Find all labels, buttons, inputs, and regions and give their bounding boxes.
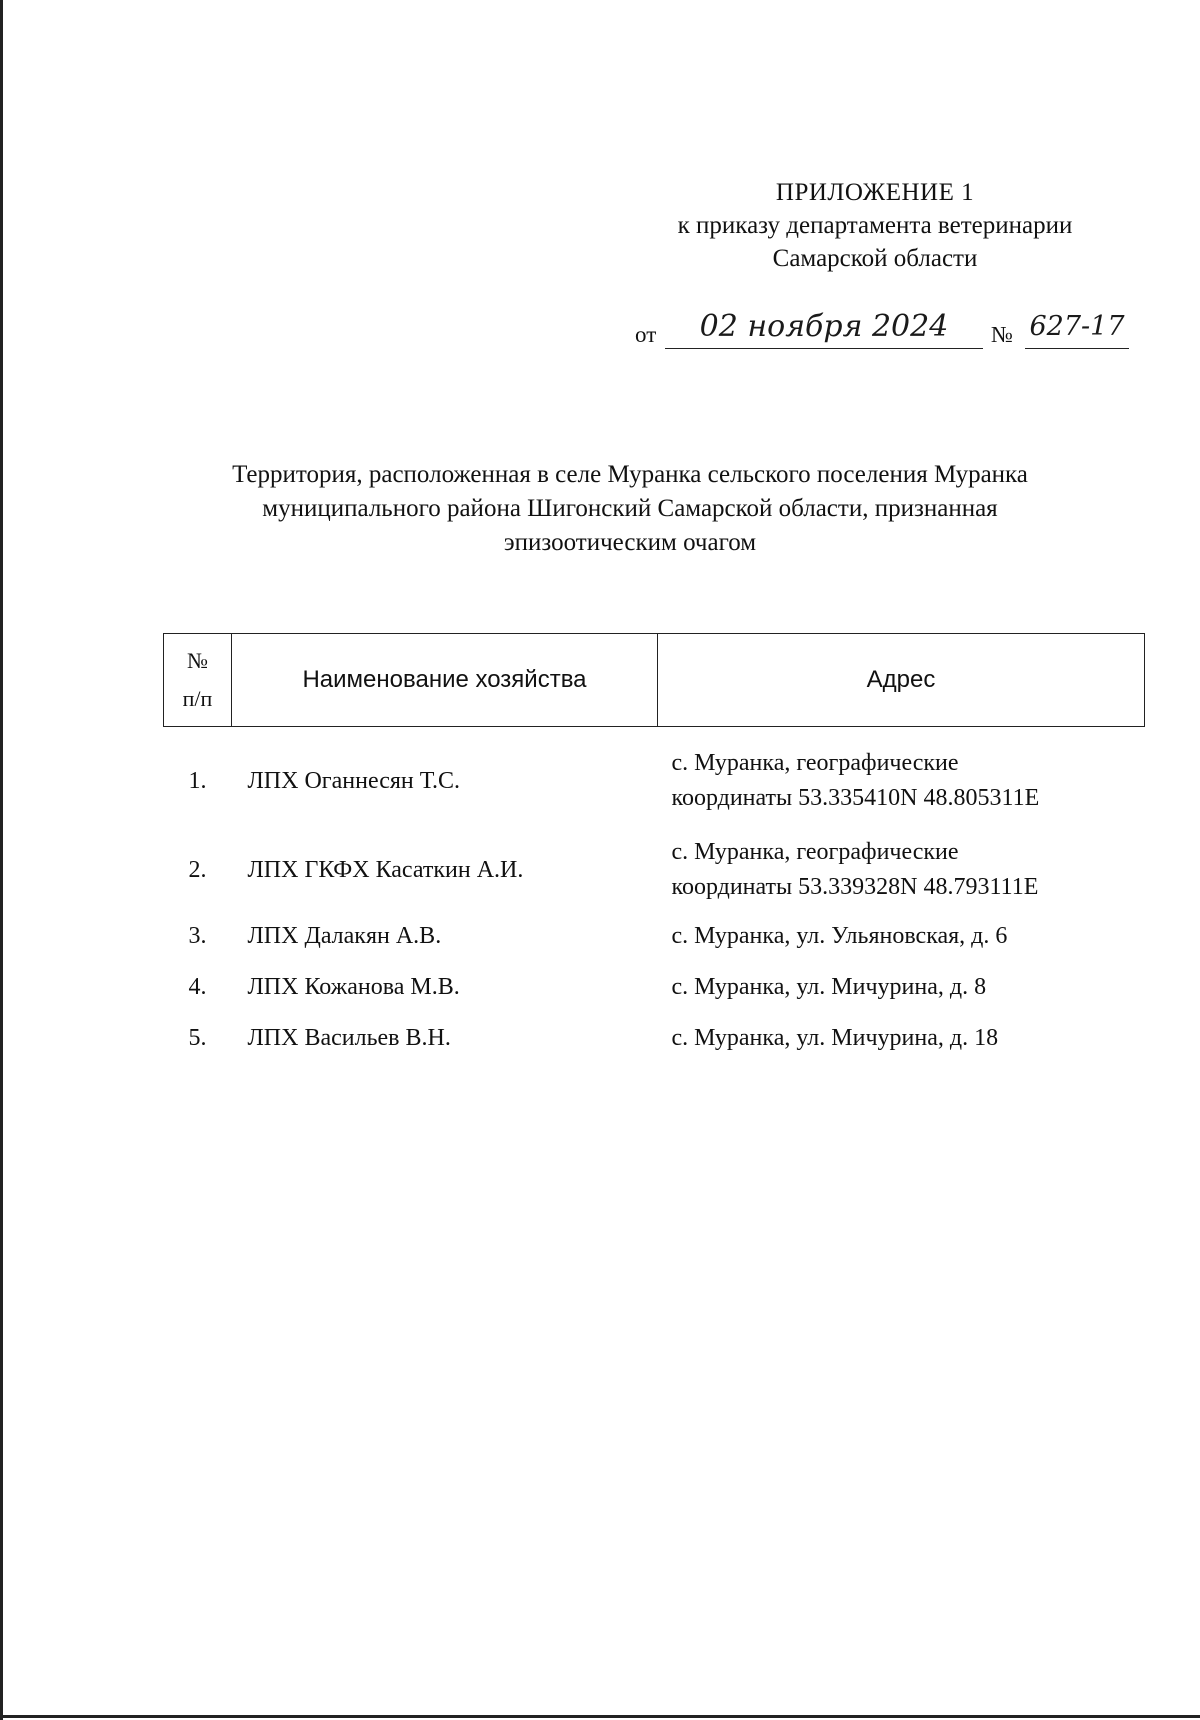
header-number — [164, 634, 232, 727]
appendix-block — [625, 176, 1125, 275]
order-date-number — [635, 306, 1135, 356]
scan-edge-left — [0, 0, 3, 1720]
row-farm-name: ЛПХ Кожанова М.В. — [247, 974, 460, 1000]
header-farm-name: Наименование хозяйства — [232, 634, 658, 727]
document-title — [170, 458, 1090, 560]
row-farm-name: ЛПХ Далакян А.В. — [247, 923, 442, 949]
row-address — [658, 727, 1145, 830]
farm-table — [163, 633, 1145, 1064]
title-line-2: муниципального района Шигонский Самарской области, признанная — [262, 495, 998, 522]
order-number-handwritten: 627-17 — [1025, 306, 1129, 349]
header-number-sign: № — [187, 648, 208, 673]
header-number-pp: п/п — [182, 686, 213, 711]
row-number: 5. — [188, 1025, 207, 1051]
title-line-3: эпизоотическим очагом — [503, 529, 757, 556]
row-address: с. Муранка, ул. Мичурина, д. 18 — [671, 1025, 999, 1051]
row-address-line-2: координаты 53.339328N 48.793111E — [671, 874, 1039, 900]
table-row — [164, 829, 1145, 911]
table-row — [164, 1013, 1145, 1064]
appendix-line-region: Самарской области — [772, 245, 978, 272]
row-farm-name: ЛПХ ГКФХ Касаткин А.И. — [247, 856, 524, 883]
appendix-heading: ПРИЛОЖЕНИЕ 1 — [775, 179, 975, 206]
title-line-1: Территория, расположенная в селе Муранка сельского поселения Муранка — [232, 461, 1028, 488]
row-farm-name: ЛПХ Васильев В.Н. — [247, 1025, 451, 1051]
row-farm-name: ЛПХ Оганнесян Т.С. — [247, 767, 461, 794]
row-number: 3. — [188, 923, 207, 949]
row-address-line-1: с. Муранка, географические — [671, 839, 959, 865]
row-address-line-1: с. Муранка, географические — [671, 750, 959, 776]
order-number-label: № — [991, 322, 1013, 347]
order-date-label: от — [635, 322, 657, 347]
header-address: Адрес — [658, 634, 1145, 727]
row-address — [658, 829, 1145, 911]
table-row — [164, 911, 1145, 962]
row-address: с. Муранка, ул. Мичурина, д. 8 — [671, 974, 987, 1000]
table-row — [164, 962, 1145, 1013]
row-number: 4. — [188, 974, 207, 1000]
appendix-line-order-ref: к приказу департамента ветеринарии — [677, 212, 1073, 239]
row-address-line-2: координаты 53.335410N 48.805311E — [671, 785, 1040, 811]
row-number: 2. — [188, 856, 207, 883]
scan-edge-bottom — [0, 1715, 1200, 1718]
row-number: 1. — [188, 767, 207, 794]
table-header-row — [164, 634, 1145, 727]
row-address: с. Муранка, ул. Ульяновская, д. 6 — [671, 923, 1008, 949]
order-date-handwritten: 02 ноября 2024 — [665, 306, 983, 349]
table-row — [164, 727, 1145, 830]
